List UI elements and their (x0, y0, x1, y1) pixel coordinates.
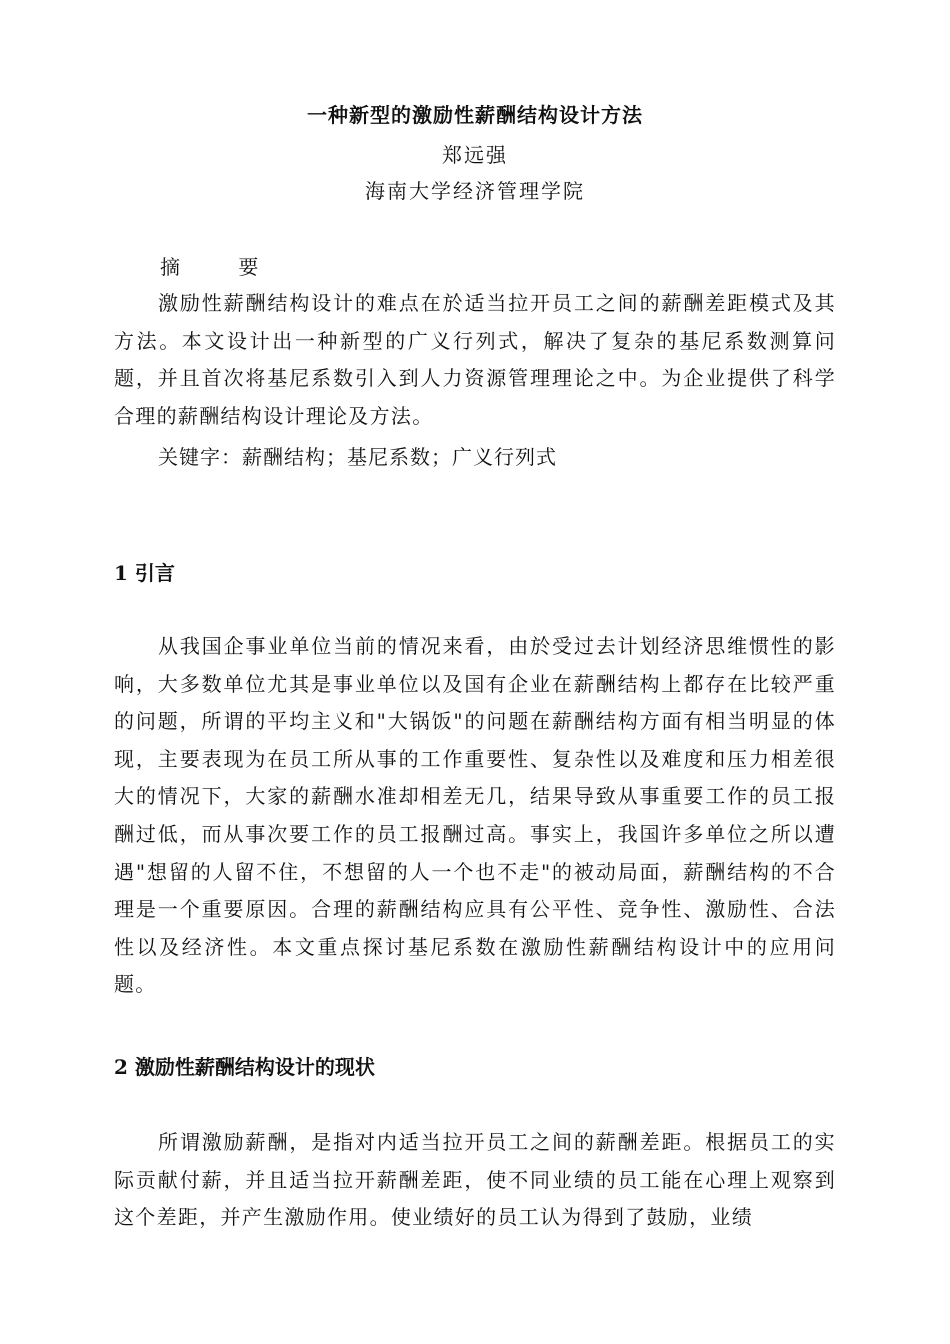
section-heading: 2 激励性薪酬结构设计的现状 (114, 1055, 375, 1079)
author-name: 郑远强 (442, 143, 508, 167)
section-heading: 1 引言 (114, 561, 175, 585)
paper-title: 一种新型的激励性薪酬结构设计方法 (307, 103, 643, 127)
author-affiliation: 海南大学经济管理学院 (365, 179, 585, 203)
abstract-text: 激励性薪酬结构设计的难点在於适当拉开员工之间的薪酬差距模式及其方法。本文设计出一种新型的广义行列式，解决了复杂的基尼系数测算问题，并且首次将基尼系数引入到人力资源管理理论之中。为企业提供了科学合理的薪酬结构设计理论及方法。 (114, 291, 836, 428)
keywords-line: 关键字：薪酬结构；基尼系数；广义行列式 (158, 445, 557, 469)
abstract-heading: 摘 要 (160, 255, 259, 279)
section-paragraph: 从我国企事业单位当前的情况来看，由於受过去计划经济思维惯性的影响，大多数单位尤其是事业单位以及国有企业在薪酬结构上都存在比较严重的问题，所谓的平均主义和"大锅饭"的问题在薪酬结构方面有相当明显的体现，主要表现为在员工所从事的工作重要性、复杂性以及难度和压力相差很大的情况下，大家的薪酬水准却相差无几，结果导致从事重要工作的员工报酬过低，而从事次要工作的员工报酬过高。事实上，我国许多单位之所以遭遇"想留的人留不住，不想留的人一个也不走"的被动局面，薪酬结构的不合理是一个重要原因。合理的薪酬结构应具有公平性、竞争性、激励性、合法性以及经济性。本文重点探讨基尼系数在激励性薪酬结构设计中的应用问题。 (114, 634, 836, 997)
section-paragraph: 所谓激励薪酬，是指对内适当拉开员工之间的薪酬差距。根据员工的实际贡献付薪，并且适当拉开薪酬差距，使不同业绩的员工能在心理上观察到这个差距，并产生激励作用。使业绩好的员工认为得到了鼓励，业绩 (114, 1130, 836, 1230)
